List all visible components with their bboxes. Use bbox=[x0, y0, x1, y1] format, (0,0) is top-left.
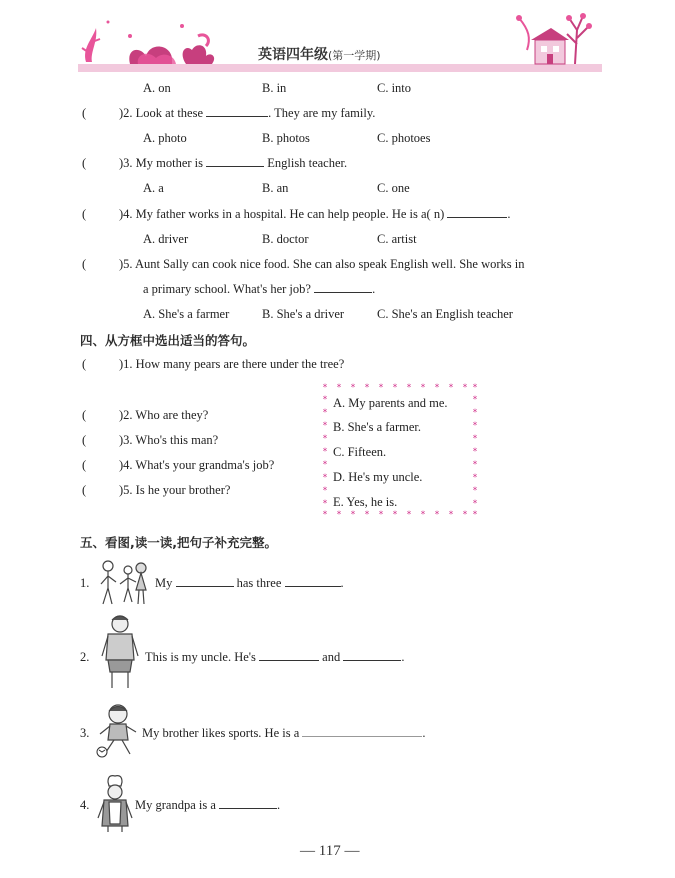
answer-paren[interactable]: ( bbox=[82, 458, 87, 472]
q3-option-b: B. an bbox=[262, 181, 289, 195]
q1-option-b: B. in bbox=[262, 81, 287, 95]
q4-option-a: A. driver bbox=[143, 232, 189, 246]
item-3-number: 3. bbox=[80, 726, 90, 740]
svg-text:*: * bbox=[322, 383, 328, 393]
svg-text:*: * bbox=[462, 510, 468, 518]
q4-option-c: C. artist bbox=[377, 232, 417, 246]
answer-paren[interactable]: ( bbox=[82, 257, 87, 271]
svg-text:*: * bbox=[472, 473, 478, 483]
question-5-line2: a primary school. What's her job? . bbox=[143, 282, 376, 296]
answer-blank[interactable] bbox=[285, 575, 341, 587]
answer-blank[interactable] bbox=[314, 281, 372, 293]
question-4: )4. My father works in a hospital. He can help people. He is a( n) . bbox=[119, 207, 511, 221]
match-question-1: )1. How many pears are there under the tree? bbox=[119, 357, 345, 371]
svg-text:*: * bbox=[322, 460, 328, 470]
svg-text:*: * bbox=[336, 383, 342, 393]
q4-option-b: B. doctor bbox=[262, 232, 309, 246]
svg-text:*: * bbox=[322, 473, 328, 483]
svg-text:*: * bbox=[322, 510, 328, 518]
svg-text:*: * bbox=[472, 408, 478, 418]
answer-paren[interactable]: ( bbox=[82, 207, 87, 221]
q5-option-c: C. She's an English teacher bbox=[377, 307, 513, 321]
item-4-number: 4. bbox=[80, 798, 90, 812]
section-4-heading: 四、从方框中选出适当的答句。 bbox=[80, 333, 256, 348]
q2-option-a: A. photo bbox=[143, 131, 187, 145]
svg-text:*: * bbox=[472, 395, 478, 405]
uncle-picture bbox=[100, 612, 142, 694]
svg-text:*: * bbox=[364, 510, 370, 518]
item-4-sentence: My grandpa is a . bbox=[135, 798, 281, 812]
svg-text:*: * bbox=[420, 383, 426, 393]
svg-text:*: * bbox=[448, 510, 454, 518]
svg-text:*: * bbox=[448, 383, 454, 393]
section-5-heading: 五、看图,读一读,把句子补充完整。 bbox=[80, 535, 277, 550]
svg-text:*: * bbox=[434, 510, 440, 518]
svg-text:*: * bbox=[322, 408, 328, 418]
match-question-2: )2. Who are they? bbox=[119, 408, 209, 422]
svg-text:*: * bbox=[472, 510, 478, 518]
svg-text:*: * bbox=[392, 510, 398, 518]
svg-text:*: * bbox=[406, 510, 412, 518]
item-3-sentence: My brother likes sports. He is a . bbox=[142, 726, 426, 740]
answer-paren[interactable]: ( bbox=[82, 433, 87, 447]
answer-paren[interactable]: ( bbox=[82, 106, 87, 120]
svg-text:*: * bbox=[378, 510, 384, 518]
svg-text:*: * bbox=[336, 510, 342, 518]
answer-blank[interactable] bbox=[206, 155, 264, 167]
answer-blank[interactable] bbox=[176, 575, 234, 587]
answer-option-d: D. He's my uncle. bbox=[333, 470, 423, 484]
svg-text:*: * bbox=[462, 383, 468, 393]
match-question-3: )3. Who's this man? bbox=[119, 433, 219, 447]
svg-text:*: * bbox=[322, 447, 328, 457]
svg-text:*: * bbox=[472, 447, 478, 457]
answer-blank[interactable] bbox=[259, 649, 319, 661]
answer-blank[interactable] bbox=[219, 797, 277, 809]
q2-option-c: C. photoes bbox=[377, 131, 431, 145]
answer-option-e: E. Yes, he is. bbox=[333, 495, 398, 509]
svg-text:*: * bbox=[472, 499, 478, 509]
svg-text:*: * bbox=[472, 421, 478, 431]
question-5: )5. Aunt Sally can cook nice food. She can also speak English well. She works in bbox=[119, 257, 525, 271]
item-1-sentence: My has three . bbox=[155, 576, 344, 590]
q2-option-b: B. photos bbox=[262, 131, 310, 145]
svg-text:*: * bbox=[472, 434, 478, 444]
svg-text:*: * bbox=[322, 499, 328, 509]
soccer-boy-picture bbox=[94, 702, 140, 760]
answer-option-c: C. Fifteen. bbox=[333, 445, 387, 459]
answer-blank[interactable] bbox=[206, 105, 268, 117]
svg-text:*: * bbox=[472, 383, 478, 393]
family-picture bbox=[96, 558, 152, 608]
svg-text:*: * bbox=[472, 486, 478, 496]
svg-text:*: * bbox=[322, 395, 328, 405]
question-2: )2. Look at these . They are my family. bbox=[119, 106, 376, 120]
q3-option-c: C. one bbox=[377, 181, 410, 195]
q5-option-b: B. She's a driver bbox=[262, 307, 345, 321]
svg-text:*: * bbox=[434, 383, 440, 393]
answer-option-b: B. She's a farmer. bbox=[333, 420, 421, 434]
item-2-sentence: This is my uncle. He's and . bbox=[145, 650, 405, 664]
answer-paren[interactable]: ( bbox=[82, 408, 87, 422]
answer-option-a: A. My parents and me. bbox=[333, 396, 448, 410]
item-2-number: 2. bbox=[80, 650, 90, 664]
svg-text:*: * bbox=[364, 383, 370, 393]
svg-text:*: * bbox=[392, 383, 398, 393]
answer-blank[interactable] bbox=[343, 649, 401, 661]
svg-text:*: * bbox=[406, 383, 412, 393]
svg-text:*: * bbox=[350, 383, 356, 393]
q3-option-a: A. a bbox=[143, 181, 164, 195]
match-question-5: )5. Is he your brother? bbox=[119, 483, 231, 497]
svg-text:*: * bbox=[322, 434, 328, 444]
q1-option-c: C. into bbox=[377, 81, 412, 95]
header-title: 英语四年级(第一学期) bbox=[258, 47, 381, 63]
answer-blank[interactable] bbox=[447, 206, 507, 218]
svg-text:*: * bbox=[378, 383, 384, 393]
q1-option-a: A. on bbox=[143, 81, 171, 95]
page-number: — 117 — bbox=[300, 843, 360, 859]
answer-blank[interactable] bbox=[302, 725, 422, 737]
svg-text:*: * bbox=[420, 510, 426, 518]
chef-grandpa-picture bbox=[96, 772, 134, 834]
answer-paren[interactable]: ( bbox=[82, 156, 87, 170]
svg-text:*: * bbox=[350, 510, 356, 518]
svg-text:*: * bbox=[322, 421, 328, 431]
answer-paren[interactable]: ( bbox=[82, 357, 87, 371]
svg-text:*: * bbox=[472, 460, 478, 470]
item-1-number: 1. bbox=[80, 576, 90, 590]
svg-text:*: * bbox=[322, 486, 328, 496]
q5-option-a: A. She's a farmer bbox=[143, 307, 230, 321]
answer-paren[interactable]: ( bbox=[82, 483, 87, 497]
house-tree-decoration bbox=[505, 10, 601, 68]
header-left-decoration bbox=[78, 12, 238, 68]
match-question-4: )4. What's your grandma's job? bbox=[119, 458, 275, 472]
question-3: )3. My mother is English teacher. bbox=[119, 156, 348, 170]
